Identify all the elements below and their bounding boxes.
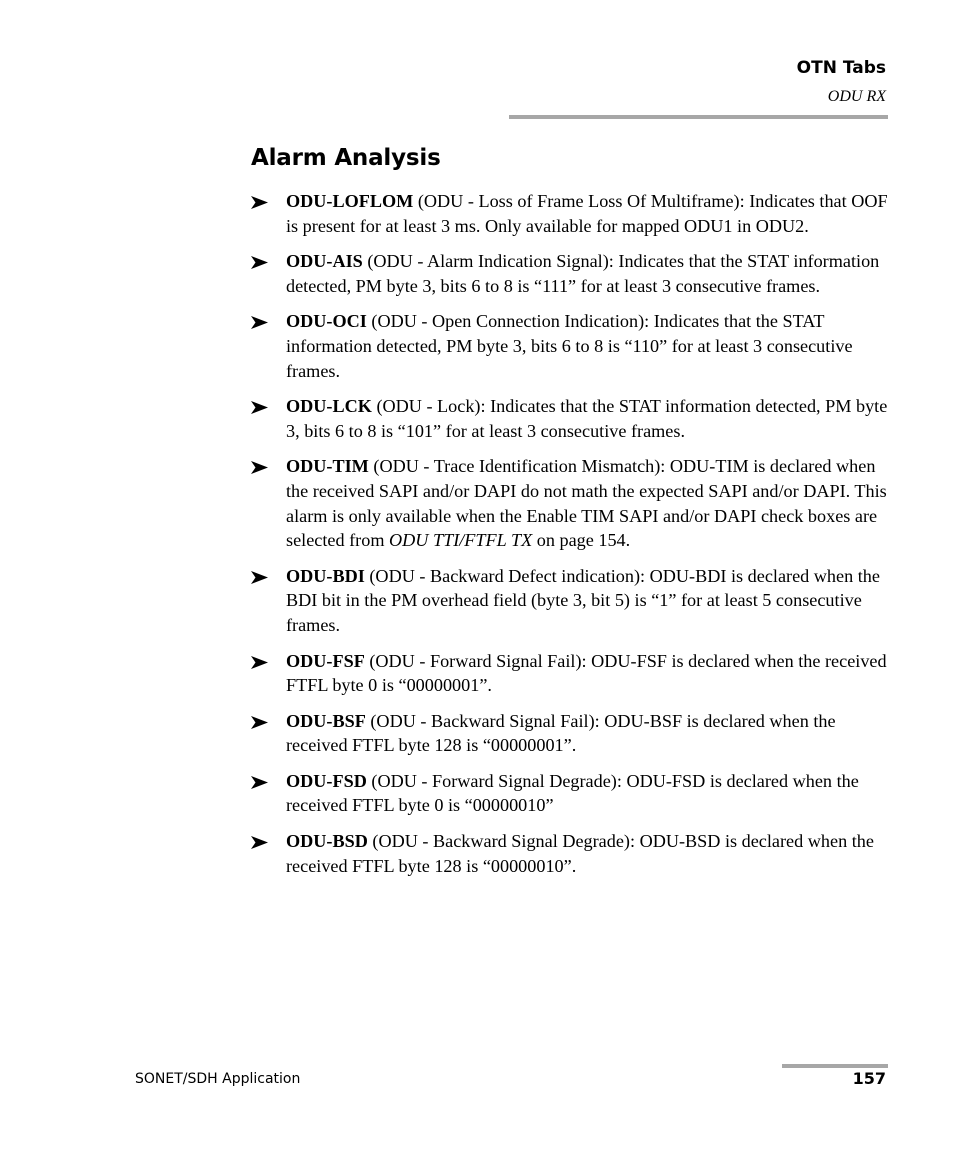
alarm-description: (ODU - Backward Defect indication): ODU-BDI is declared when the BDI bit in the PM overhead field (byte 3, bit 5) is “1” for at least 5 consecutive frames. xyxy=(286,565,880,635)
alarm-item xyxy=(251,249,891,298)
alarm-description: (ODU - Loss of Frame Loss Of Multiframe): Indicates that OOF is present for at least 3 ms. Only available for mapped ODU1 in ODU2. xyxy=(286,191,888,236)
alarm-term: ODU-BDI xyxy=(286,565,365,586)
section-heading: Alarm Analysis xyxy=(251,145,441,171)
header-divider xyxy=(509,115,888,119)
right-arrowhead-icon xyxy=(251,256,268,269)
alarm-description: (ODU - Alarm Indication Signal): Indicates that the STAT information detected, PM byte 3, bits 6 to 8 is “111” for at least 3 consecutive frames. xyxy=(286,251,880,296)
alarm-term: ODU-TIM xyxy=(286,456,369,477)
alarm-item xyxy=(251,649,891,698)
alarm-description: (ODU - Forward Signal Fail): ODU-FSF is declared when the received FTFL byte 0 is “00000001”. xyxy=(286,650,887,696)
alarm-term: ODU-BSF xyxy=(286,710,366,731)
running-header-chapter: OTN Tabs xyxy=(796,58,886,78)
page-number: 157 xyxy=(852,1069,886,1088)
right-arrowhead-icon xyxy=(251,776,268,789)
right-arrowhead-icon xyxy=(251,316,268,329)
footer-document-title: SONET/SDH Application xyxy=(135,1071,301,1087)
alarm-list xyxy=(251,189,891,889)
cross-reference-link[interactable]: ODU TTI/FTFL TX xyxy=(389,530,533,551)
alarm-item xyxy=(251,769,891,818)
right-arrowhead-icon xyxy=(251,571,268,584)
alarm-description: (ODU - Open Connection Indication): Indicates that the STAT information detected, PM byte 3, bits 6 to 8 is “110” for at least 3 consecutive frames. xyxy=(286,311,853,381)
alarm-term: ODU-FSD xyxy=(286,770,367,791)
right-arrowhead-icon xyxy=(251,461,268,474)
alarm-item xyxy=(251,394,891,443)
running-header-section: ODU RX xyxy=(827,88,886,105)
right-arrowhead-icon xyxy=(251,401,268,414)
alarm-item xyxy=(251,709,891,758)
alarm-term: ODU-LCK xyxy=(286,396,372,417)
alarm-item xyxy=(251,189,891,238)
alarm-term: ODU-BSD xyxy=(286,831,368,852)
alarm-description-tail: on page 154. xyxy=(532,530,631,551)
right-arrowhead-icon xyxy=(251,716,268,729)
alarm-description: (ODU - Lock): Indicates that the STAT information detected, PM byte 3, bits 6 to 8 is “101” for at least 3 consecutive frames. xyxy=(286,396,888,441)
right-arrowhead-icon xyxy=(251,656,268,669)
alarm-term: ODU-AIS xyxy=(286,251,363,272)
alarm-item xyxy=(251,564,891,638)
alarm-description: (ODU - Backward Signal Degrade): ODU-BSD is declared when the received FTFL byte 128 is “00000010”. xyxy=(286,831,874,876)
alarm-description: (ODU - Backward Signal Fail): ODU-BSF is declared when the received FTFL byte 128 is “00000001”. xyxy=(286,710,836,756)
alarm-description: (ODU - Forward Signal Degrade): ODU-FSD is declared when the received FTFL byte 0 is “00000010” xyxy=(286,770,859,816)
right-arrowhead-icon xyxy=(251,196,268,209)
alarm-term: ODU-FSF xyxy=(286,650,365,671)
footer-divider xyxy=(782,1064,888,1068)
alarm-item xyxy=(251,829,891,878)
alarm-term: ODU-OCI xyxy=(286,311,367,332)
alarm-description: (ODU - Trace Identification Mismatch): ODU-TIM is declared when the received SAPI and/or DAPI do not math the expected SAPI and/or DAPI. This alarm is only available when the Enable TIM SAPI and/or DAPI check boxes are selected from xyxy=(286,456,887,551)
alarm-term: ODU-LOFLOM xyxy=(286,191,414,211)
right-arrowhead-icon xyxy=(251,836,268,849)
alarm-item xyxy=(251,309,891,383)
alarm-item xyxy=(251,454,891,552)
